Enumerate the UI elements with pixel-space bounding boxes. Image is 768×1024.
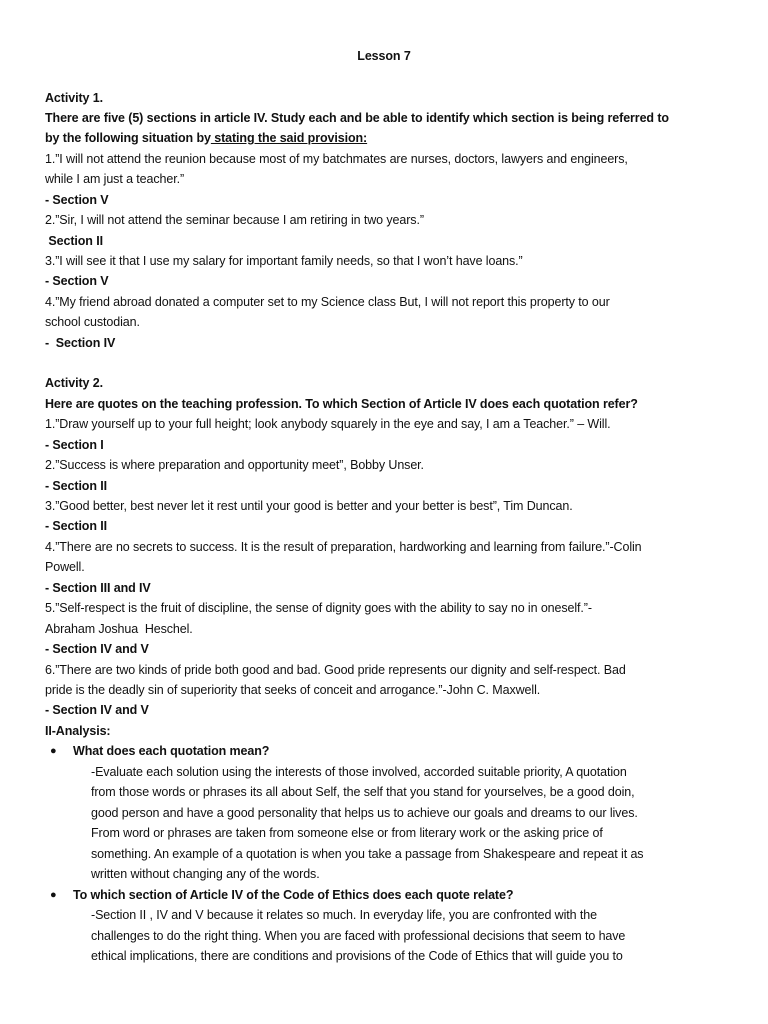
activity2-item-4-line-1: 4.”There are no secrets to success. It is the result of preparation, hardworking and learning from failure.”-Colin	[45, 540, 642, 554]
page-title: Lesson 7	[357, 49, 411, 63]
analysis-answer-1-line-4: From word or phrases are taken from someone else or from literary work or the asking price of	[91, 826, 603, 840]
activity1-item-1-answer: - Section V	[45, 193, 109, 207]
activity2-item-1-line-1: 1.”Draw yourself up to your full height; look anybody squarely in the eye and say, I am a Teacher.” – Will.	[45, 417, 611, 431]
activity1-item-3-line-1: 3.”I will see it that I use my salary for important family needs, so that I won’t have loans.”	[45, 254, 523, 268]
activity2-item-3-answer: - Section II	[45, 519, 108, 533]
activity2-item-6-answer: - Section IV and V	[45, 703, 149, 717]
activity2-item-6-line-1: 6.”There are two kinds of pride both good and bad. Good pride represents our dignity and self-respect. Bad	[45, 663, 626, 677]
bullet-icon: ●	[50, 745, 57, 757]
activity1-heading: Activity 1.	[45, 91, 103, 105]
activity1-item-2-answer: Section II	[45, 234, 103, 248]
activity1-instruction-underlined: stating the said provision:	[210, 131, 368, 145]
analysis-answer-1-line-3: good person and have a good personality that helps us to achieve our goals and dreams to our lives.	[91, 806, 638, 820]
analysis-answer-2-line-2: challenges to do the right thing. When you are faced with professional decisions that seem to have	[91, 929, 626, 943]
activity2-item-4-line-2: Powell.	[45, 560, 85, 574]
activity1-instruction-line2	[45, 130, 367, 146]
activity1-instruction-line1: There are five (5) sections in article IV. Study each and be able to identify which section is being referred to	[45, 111, 669, 125]
activity2-item-5-answer: - Section IV and V	[45, 642, 149, 656]
analysis-question-1: What does each quotation mean?	[73, 744, 270, 758]
activity2-item-1-answer: - Section I	[45, 438, 104, 452]
analysis-answer-1-line-6: written without changing any of the words.	[91, 867, 320, 881]
activity2-item-4-answer: - Section III and IV	[45, 581, 151, 595]
activity2-item-6-line-2: pride is the deadly sin of superiority that seeks of conceit and arrogance.”-John C. Maxwell.	[45, 683, 541, 697]
activity1-item-1-line-1: 1.”I will not attend the reunion because most of my batchmates are nurses, doctors, lawyers and engineers,	[45, 152, 628, 166]
activity2-heading: Activity 2.	[45, 376, 103, 390]
activity2-item-2-answer: - Section II	[45, 479, 108, 493]
activity1-item-4-line-2: school custodian.	[45, 315, 140, 329]
activity2-item-3-line-1: 3.”Good better, best never let it rest until your good is better and your better is best”, Tim Duncan.	[45, 499, 573, 513]
analysis-answer-1-line-5: something. An example of a quotation is when you take a passage from Shakespeare and repeat it as	[91, 847, 644, 861]
activity2-item-5-line-2: Abraham Joshua Heschel.	[45, 622, 193, 636]
activity1-item-1-line-2: while I am just a teacher.”	[45, 172, 185, 186]
analysis-answer-1-line-2: from those words or phrases its all about Self, the self that you stand for yourselves, be a good doin,	[91, 785, 635, 799]
activity1-item-3-answer: - Section V	[45, 274, 109, 288]
analysis-heading: II-Analysis:	[45, 724, 111, 738]
analysis-answer-2-line-1: -Section II , IV and V because it relates so much. In everyday life, you are confronted with the	[91, 908, 597, 922]
activity1-item-2-line-1: 2.”Sir, I will not attend the seminar because I am retiring in two years.”	[45, 213, 424, 227]
activity1-instruction-text: by the following situation by	[45, 131, 211, 145]
analysis-answer-1-line-1: -Evaluate each solution using the interests of those involved, accorded suitable priority, A quotation	[91, 765, 627, 779]
activity2-instruction: Here are quotes on the teaching profession. To which Section of Article IV does each quotation refer?	[45, 397, 638, 411]
activity2-item-2-line-1: 2.”Success is where preparation and opportunity meet”, Bobby Unser.	[45, 458, 424, 472]
activity2-item-5-line-1: 5.”Self-respect is the fruit of discipline, the sense of dignity goes with the ability to say no in oneself.”-	[45, 601, 592, 615]
bullet-icon: ●	[50, 889, 57, 901]
activity1-item-4-line-1: 4.”My friend abroad donated a computer set to my Science class But, I will not report this property to our	[45, 295, 610, 309]
activity1-item-4-answer: - Section IV	[45, 336, 116, 350]
analysis-answer-2-line-3: ethical implications, there are conditions and provisions of the Code of Ethics that will guide you to	[91, 949, 623, 963]
analysis-question-2: To which section of Article IV of the Code of Ethics does each quote relate?	[73, 888, 514, 902]
